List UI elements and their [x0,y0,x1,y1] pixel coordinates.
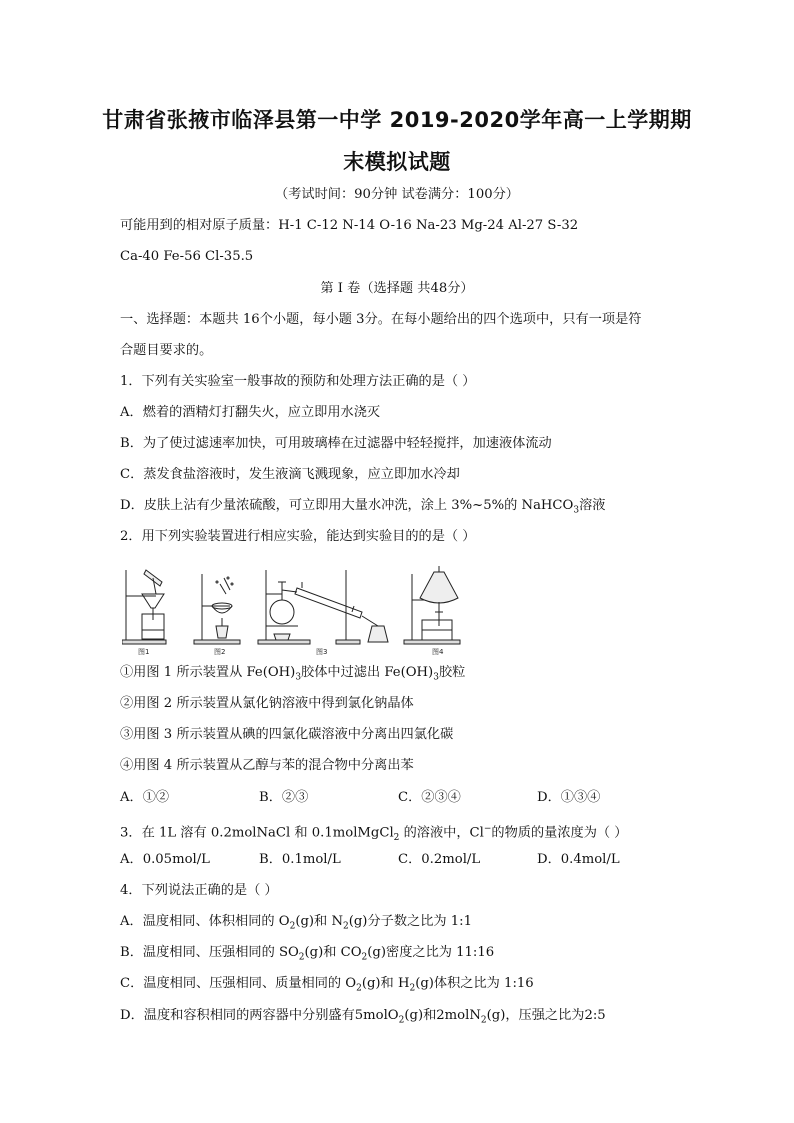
q1-option-a: A．燃着的酒精灯打翻失火，应立即用水浇灭 [120,405,381,420]
q2-option-b: B．②③ [259,790,309,805]
exam-info: （考试时间：90分钟 试卷满分：100分） [275,187,519,202]
q4-option-d: D．温度和容积相同的两容器中分别盛有5molO$_2$(g)和2molN$_2$(g)，压强之比为2:5 [120,1008,606,1026]
atomic-mass-line-1: 可能用到的相对原子质量：H-1 C-12 N-14 O-16 Na-23 Mg-24 Al-27 S-32 [120,218,579,233]
figure-label-3: 图3 [316,648,328,656]
q3-option-d: D．0.4mol/L [537,852,620,867]
figure-label-4: 图4 [432,648,444,656]
instructions-line-2: 合题目要求的。 [120,343,213,358]
q2-statement-3: ③用图 3 所示装置从碘的四氯化碳溶液中分离出四氯化碳 [120,727,454,742]
q2-option-d: D．①③④ [537,790,601,805]
q2-statement-1: ①用图 1 所示装置从 $Fe(OH)_3$胶体中过滤出 $Fe(OH)_3$胶粒 [120,665,466,683]
q2-option-c: C．②③④ [398,790,461,805]
apparatus-figures [122,564,478,656]
figure-label-2: 图2 [214,648,226,656]
figure-label-1: 图1 [138,648,150,656]
q2-stem: 2．用下列实验装置进行相应实验，能达到实验目的的是（ ） [120,529,476,544]
q1-stem: 1．下列有关实验室一般事故的预防和处理方法正确的是（ ） [120,374,476,389]
q2-statement-2: ②用图 2 所示装置从氯化钠溶液中得到氯化钠晶体 [120,696,414,711]
q4-option-b: B．温度相同、压强相同的 $SO_2(g)$和 $CO_2(g)$密度之比为 11:16 [120,945,495,963]
q2-statement-4: ④用图 4 所示装置从乙醇与苯的混合物中分离出苯 [120,758,414,773]
figure-1-filtration [122,570,166,644]
q3-options [120,851,676,869]
q4-option-c: C．温度相同、压强相同、质量相同的 $O_2(g)$和 $H_2(g)$体积之比为 1:16 [120,976,534,994]
q3-stem: 3．在 1L 溶有 0.2molNaCl 和 0.1molMgCl$_2$ 的溶液中，Cl−的物质的量浓度为（ ） [120,824,628,844]
q3-option-b: B．0.1mol/L [259,852,341,867]
q1-option-b: B．为了使过滤速率加快，可用玻璃棒在过滤器中轻轻搅拌，加速液体流动 [120,436,552,451]
q4-option-a: A．温度相同、体积相同的 $O_2(g)$和 $N_2(g)$分子数之比为 1:1 [120,914,472,932]
q3-option-a: A．0.05mol/L [120,852,210,867]
title-line-1: 甘肃省张掖市临泽县第一中学 2019-2020学年高一上学期期 [102,108,692,132]
q4-stem: 4．下列说法正确的是（ ） [120,883,278,898]
figure-3-distillation [258,570,388,644]
q1-option-c: C．蒸发食盐溶液时，发生液滴飞溅现象，应立即加水冷却 [120,467,460,482]
q2-options [120,789,676,807]
figure-4-separation [404,566,460,644]
q1-option-d: D．皮肤上沾有少量浓硫酸，可立即用大量水冲洗，涂上 3%~5%的 NaHCO$_3$溶液 [120,498,606,516]
figure-2-evaporation [194,574,240,644]
title-line-2: 末模拟试题 [343,150,451,174]
instructions-line-1: 一、选择题：本题共 16个小题，每小题 3分。在每小题给出的四个选项中，只有一项是符 [120,312,642,327]
q2-option-a: A．①② [120,790,170,805]
atomic-mass-line-2: Ca-40 Fe-56 Cl-35.5 [120,249,254,264]
section-title: 第 I 卷（选择题 共48分） [320,281,474,296]
q3-option-c: C．0.2mol/L [398,852,481,867]
